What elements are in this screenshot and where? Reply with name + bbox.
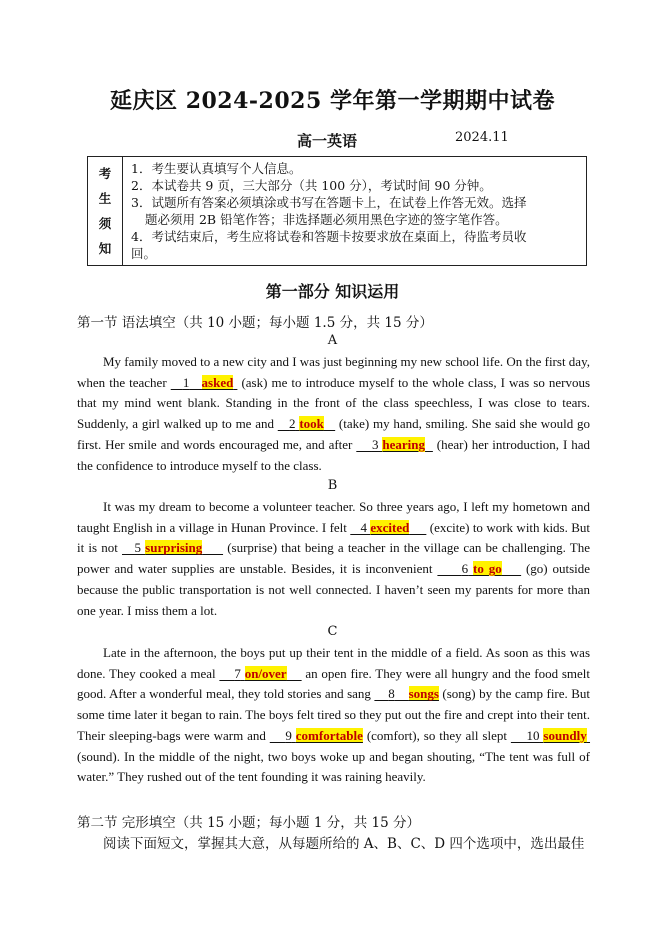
section2-intro: 阅读下面短文，掌握其大意，从每题所给的 A、B、C、D 四个选项中，选出最佳 bbox=[103, 836, 585, 852]
blank-number: 4 bbox=[360, 519, 367, 535]
passage-c bbox=[77, 643, 590, 788]
part1-heading: 第一部分 知识运用 bbox=[265, 282, 400, 301]
blank-7 bbox=[219, 666, 301, 681]
passage-text: (sound). In the middle of the night, two boys woke up and began shouting, “The tent was full of water.” They rushed out of the tent founding it was raining heavily. bbox=[77, 748, 590, 785]
notice-label-char: 生 bbox=[98, 191, 112, 206]
passage-a bbox=[77, 352, 590, 476]
passage-text: (ask) me to introduce myself to the whole class, I was so nervous that my mind went blank. Standing in the front of the class speechless, I was close to tears. Suddenly, a girl walked up to me and bbox=[77, 374, 591, 432]
notice-label-char: 须 bbox=[98, 216, 112, 231]
notice-item: 3．试题所有答案必须填涂或书写在答题卡上，在试卷上作答无效。选择 bbox=[131, 195, 527, 210]
passage-text: (take) my hand, smiling. She said she would go first. Her smile and words encouraged me, and after bbox=[77, 416, 591, 452]
passage-text: (surprise) that being a teacher in the village can be challenging. The power and water supplies are unstable. Besides, it is inconvenient bbox=[77, 540, 591, 577]
answer-7: on/over bbox=[244, 665, 287, 681]
passage-letter-a: A bbox=[327, 333, 338, 348]
passage-text: (go) outside because the public transportation is not well connected. I haven’t seen my parents for more than one year. I miss them a lot. bbox=[77, 561, 591, 618]
notice-item: 4．考试结束后，考生应将试卷和答题卡按要求放在桌面上，待监考员收 bbox=[131, 229, 527, 244]
passage-text: (song) by the camp fire. But some time later it began to rain. The boys felt tired so they put out the fire and crept into their tent. Their sleeping-bags were warm and bbox=[77, 686, 591, 743]
exam-date: 2024.11 bbox=[455, 130, 509, 145]
notice-label bbox=[88, 157, 123, 266]
blank-number: 6 bbox=[461, 561, 469, 577]
answer-3: hearing bbox=[382, 436, 426, 452]
notice-item-continued: 回。 bbox=[131, 246, 157, 261]
blank-10 bbox=[511, 728, 590, 743]
answer-1: asked bbox=[201, 374, 234, 390]
blank-number: 9 bbox=[285, 727, 292, 743]
passage-letter-b: B bbox=[327, 478, 338, 493]
notice-label-char: 考 bbox=[98, 166, 112, 181]
blank-number: 5 bbox=[134, 540, 141, 556]
exam-title: 延庆区 2024-2025 学年第一学期期中试卷 bbox=[110, 88, 555, 114]
blank-number: 3 bbox=[371, 436, 379, 452]
blank-2 bbox=[278, 416, 335, 431]
blank-number: 10 bbox=[526, 727, 540, 743]
passage-text: My family moved to a new city and I was just beginning my new school life. On the first day, when the teacher bbox=[77, 354, 590, 390]
notice-label-char: 知 bbox=[98, 241, 112, 256]
answer-9: comfortable bbox=[295, 727, 363, 743]
passage-text: (comfort), so they all slept bbox=[362, 727, 511, 743]
blank-number: 8 bbox=[388, 686, 395, 702]
section2-title: 第二节 完形填空（共 15 小题；每小题 1 分，共 15 分） bbox=[77, 815, 420, 831]
passage-b bbox=[77, 497, 590, 621]
notice-item: 2．本试卷共 9 页，三大部分（共 100 分），考试时间 90 分钟。 bbox=[131, 178, 492, 193]
passage-text: (excite) to work with kids. But it is not bbox=[77, 519, 591, 556]
blank-1 bbox=[171, 375, 238, 390]
answer-5: surprising bbox=[145, 540, 203, 556]
blank-4 bbox=[350, 520, 426, 535]
blank-number: 2 bbox=[289, 416, 296, 432]
answer-2: took bbox=[299, 416, 324, 432]
blank-9 bbox=[270, 728, 363, 743]
answer-6: to go bbox=[473, 561, 502, 577]
passage-text: an open fire. They were all hungry and the food smelt good. After a wonderful meal, they told stories and sang bbox=[77, 665, 591, 702]
passage-text: It was my dream to become a volunteer teacher. So three years ago, I left my hometown and taught English in a village in Hunan Province. I felt bbox=[77, 499, 590, 535]
blank-number: 1 bbox=[182, 374, 190, 390]
passage-letter-c: C bbox=[327, 624, 338, 639]
notice-box bbox=[87, 156, 587, 266]
blank-5 bbox=[122, 540, 223, 555]
answer-8: songs bbox=[408, 686, 439, 702]
notice-item-continued: 题必须用 2B 铅笔作答；非选择题必须用黑色字迹的签字笔作答。 bbox=[145, 212, 508, 227]
subject-label: 高一英语 bbox=[297, 132, 358, 150]
section1-title: 第一节 语法填空（共 10 小题；每小题 1.5 分，共 15 分） bbox=[77, 315, 433, 331]
blank-3 bbox=[356, 437, 433, 452]
notice-item: 1．考生要认真填写个人信息。 bbox=[131, 161, 302, 176]
blank-6 bbox=[437, 561, 521, 576]
answer-4: excited bbox=[370, 519, 410, 535]
blank-8 bbox=[374, 686, 439, 701]
notice-items bbox=[123, 157, 587, 266]
passage-text: (hear) her introduction, I had the confidence to introduce myself to the class. bbox=[77, 436, 590, 473]
answer-10: soundly bbox=[543, 727, 587, 743]
passage-text: Late in the afternoon, the boys put up their tent in the middle of a field. As soon as this was done. They cooked a meal bbox=[77, 645, 590, 681]
blank-number: 7 bbox=[234, 665, 241, 681]
